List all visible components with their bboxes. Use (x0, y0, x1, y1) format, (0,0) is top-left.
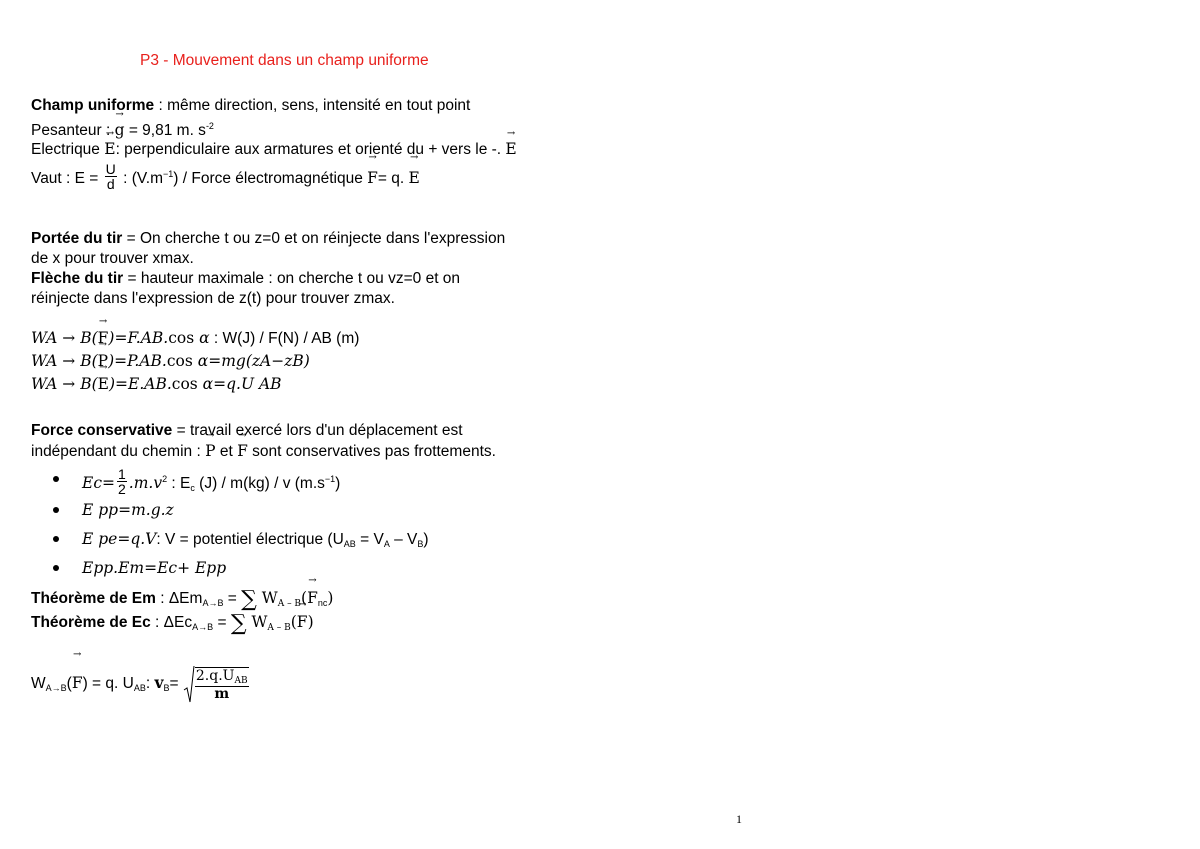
final-v-eq: = (169, 675, 183, 692)
theoreme-em-line (31, 586, 591, 610)
theoreme-em-text: : ΔEm (155, 590, 203, 607)
conservative-text-2b: sont conservatives pas frottements. (247, 443, 496, 460)
theoreme-ec-sub: A→B (192, 622, 214, 632)
conservative-line-1 (31, 421, 591, 441)
epe-sub-a: A (383, 539, 390, 549)
electrique-text: : perpendiculaire aux armatures et orienté du + vers le -. (115, 141, 506, 158)
work-2-mid: )=P.AB. (108, 352, 167, 370)
portee-label: Portée du tir (31, 230, 123, 247)
epe-formula: E pe=q.V (82, 530, 157, 548)
portee-text-1: = On cherche t ou z=0 et on réinjecte dans l'expression (122, 230, 506, 247)
theoreme-ec-close: ) (307, 613, 314, 631)
theoreme-em-wsub: A – B (277, 599, 302, 609)
theoreme-ec-text: : ΔEc (150, 614, 193, 631)
page-number: 1 (736, 812, 742, 826)
vector-f: → F (367, 163, 378, 193)
epe-sub-ab: AB (343, 539, 356, 549)
work-3-tail: α=q.U AB (197, 375, 282, 393)
sigma-symbol: ∑ (241, 587, 257, 612)
page-title: P3 - Mouvement dans un champ uniforme (140, 52, 429, 69)
fleche-text-2: réinjecte dans l'expression de z(t) pour trouver zmax. (31, 290, 395, 307)
conservative-text-1: = travail exercé lors d'un déplacement est (172, 422, 463, 439)
work-1-tail: α (194, 329, 210, 347)
sqrt-expression (183, 661, 251, 707)
theoreme-ec-open: ( (290, 613, 297, 631)
champ-label: Champ uniforme (31, 97, 155, 114)
final-wsub: A→B (45, 683, 67, 693)
section-tir (31, 229, 591, 309)
ec-units: (J) / m(kg) / v (m.s (194, 475, 325, 492)
final-w: W (31, 675, 46, 692)
bullet-icon (53, 536, 59, 542)
section-conservative (31, 421, 591, 461)
vaut-force-text: ) / Force électromagnétique (173, 170, 368, 187)
work-formula-1 (31, 327, 591, 350)
work-2-cos: cos (166, 352, 193, 370)
portee-line-2 (31, 249, 591, 269)
vaut-prefix: Vaut : E = (31, 170, 103, 187)
work-1-cos: cos (168, 329, 195, 347)
list-item-ec (31, 462, 591, 496)
final-v: v (154, 673, 164, 692)
theoreme-ec-wsub: A – B (267, 623, 291, 633)
ec-units-exponent: −1 (324, 474, 336, 484)
vector-f-2: → F (237, 441, 248, 461)
conservative-et: et (215, 443, 238, 460)
epp-formula: E pp=m.g.z (82, 501, 174, 519)
electrique-line (31, 139, 591, 159)
vector-f-3: → F (297, 610, 308, 634)
sqrt-numerator (195, 669, 249, 687)
vaut-unit: : (V.m (118, 170, 164, 187)
conservative-label: Force conservative (31, 422, 173, 439)
theoreme-ec-w: W (246, 613, 268, 631)
final-vsub: B (163, 683, 170, 693)
ec-units-close: ) (335, 475, 341, 492)
section-work (31, 327, 591, 396)
pesanteur-prefix: Pesanteur : (31, 122, 115, 139)
vector-f-4: → F (72, 660, 83, 706)
work-3-vector: → E (98, 373, 109, 396)
electrique-prefix: Electrique (31, 141, 105, 158)
section-final (31, 660, 591, 706)
epe-text-3: – V (389, 531, 418, 548)
sigma-symbol: ∑ (230, 611, 247, 636)
portee-text-2: de x pour trouver xmax. (31, 250, 194, 267)
theoreme-em-label: Théorème de Em (31, 590, 156, 607)
conservative-text-2a: indépendant du chemin : (31, 443, 206, 460)
list-item-epe (31, 525, 591, 554)
theoreme-em-vsub: nc (317, 598, 328, 608)
theoreme-em-open: ( (301, 589, 308, 607)
epe-text-4: ) (423, 531, 429, 548)
final-eq: ) = q. U (82, 675, 134, 692)
vector-e-2: → E (505, 139, 516, 159)
final-sep: : (145, 675, 155, 692)
energy-bullet-list (31, 462, 591, 583)
vaut-unit-exponent: −1 (163, 169, 174, 179)
work-2-tail: α=mg(zA−zB) (192, 352, 310, 370)
vector-e: → E (104, 139, 115, 159)
sqrt-fraction (195, 667, 249, 701)
sqrt-num-text: 2.q.U (195, 667, 235, 684)
ec-exponent: 2 (162, 474, 168, 484)
ec-units-prefix: : E (167, 475, 191, 492)
fleche-line-2 (31, 289, 591, 309)
work-1-units: : W(J) / F(N) / AB (m) (209, 330, 360, 347)
fraction-numerator: U (105, 161, 116, 178)
epe-sub-b: B (417, 539, 424, 549)
work-formula-3 (31, 373, 591, 396)
work-3-cos: cos (171, 375, 198, 393)
ec-frac-num: 1 (117, 466, 126, 483)
ec-frac-den: 2 (117, 481, 126, 498)
vector-p: → P (205, 441, 215, 461)
vector-f-nc: → F (307, 586, 318, 610)
champ-text: : même direction, sens, intensité en tout point (154, 97, 471, 114)
work-2-vector: → P (98, 350, 108, 373)
sqrt-num-sub: AB (234, 675, 248, 686)
final-open: ( (66, 675, 72, 692)
theoreme-ec-label: Théorème de Ec (31, 614, 151, 631)
ec-subscript: c (190, 483, 195, 493)
theoreme-ec-eq: = (213, 614, 231, 631)
work-formula-2 (31, 350, 591, 373)
work-3-mid: )=E.AB. (108, 375, 172, 393)
fraction-one-half (117, 467, 127, 496)
vector-e-3: → E (408, 163, 419, 193)
final-usub: AB (133, 683, 146, 693)
em-formula: Epp.Em=Ec+ Epp (82, 559, 227, 577)
fleche-label: Flèche du tir (31, 270, 124, 287)
work-3-lhs: WA → B( (31, 375, 98, 393)
fraction-denominator: d (106, 176, 115, 193)
work-1-vector: → F (98, 327, 109, 350)
theoreme-em-w: W (256, 589, 278, 607)
work-2-lhs: WA → B( (31, 352, 98, 370)
sqrt-icon (183, 664, 195, 704)
sqrt-denominator: m (214, 685, 230, 702)
vaut-line (31, 159, 591, 193)
theoreme-em-eq: = (223, 590, 242, 607)
bullet-icon (53, 476, 59, 482)
section-theoremes (31, 586, 591, 634)
fleche-text-1: = hauteur maximale : on cherche t ou vz=0 et on (123, 270, 461, 287)
work-1-lhs: WA → B( (31, 329, 98, 347)
section-champ (31, 96, 591, 193)
fleche-line-1 (31, 269, 591, 289)
portee-line-1 (31, 229, 591, 249)
theoreme-em-sub: A→B (202, 598, 224, 608)
epe-text: : V = potentiel électrique (U (156, 531, 344, 548)
ec-rhs: .m.v (128, 474, 163, 492)
conservative-line-2 (31, 441, 591, 461)
bullet-icon (53, 565, 59, 571)
pesanteur-value: = 9,81 m. s (124, 122, 206, 139)
vaut-force-eq: = q. (377, 170, 409, 187)
list-item-epp (31, 496, 591, 525)
fraction-u-d (105, 162, 117, 191)
work-1-mid: )=F.AB. (108, 329, 169, 347)
final-formula-line (31, 660, 591, 706)
vector-g: → g (115, 120, 125, 140)
pesanteur-exponent: -2 (205, 121, 214, 131)
theoreme-ec-line (31, 610, 591, 634)
bullet-icon (53, 507, 59, 513)
theoreme-em-close: ) (327, 589, 334, 607)
epe-text-2: = V (355, 531, 384, 548)
ec-lhs: Ec= (82, 474, 115, 492)
